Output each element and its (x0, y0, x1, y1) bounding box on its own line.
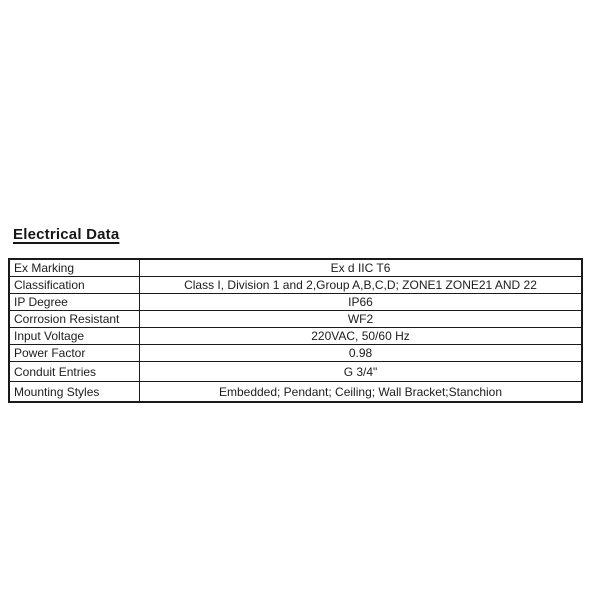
row-value: Class I, Division 1 and 2,Group A,B,C,D; ZONE1 ZONE21 AND 22 (140, 277, 583, 294)
electrical-data-table (8, 258, 583, 403)
table-row (9, 311, 582, 328)
row-value: WF2 (140, 311, 583, 328)
table-row (9, 259, 582, 277)
row-label: Input Voltage (9, 328, 140, 345)
row-label: IP Degree (9, 294, 140, 311)
row-value: Ex d IIC T6 (140, 259, 583, 277)
table-row (9, 362, 582, 382)
row-value: 220VAC, 50/60 Hz (140, 328, 583, 345)
row-value: 0.98 (140, 345, 583, 362)
row-label: Conduit Entries (9, 362, 140, 382)
table-row (9, 345, 582, 362)
row-value: G 3/4" (140, 362, 583, 382)
row-label: Power Factor (9, 345, 140, 362)
table-row (9, 277, 582, 294)
row-value: IP66 (140, 294, 583, 311)
page-title: Electrical Data (13, 226, 120, 244)
row-label: Mounting Styles (9, 382, 140, 403)
row-label: Classification (9, 277, 140, 294)
table-row (9, 382, 582, 403)
table-row (9, 294, 582, 311)
row-value: Embedded; Pendant; Ceiling; Wall Bracket;Stanchion (140, 382, 583, 403)
row-label: Corrosion Resistant (9, 311, 140, 328)
table-row (9, 328, 582, 345)
row-label: Ex Marking (9, 259, 140, 277)
